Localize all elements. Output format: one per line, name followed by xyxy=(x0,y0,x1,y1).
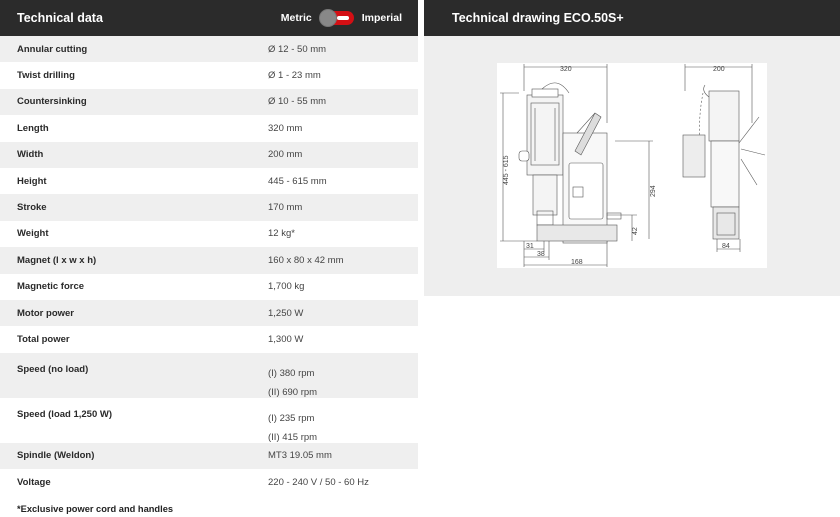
technical-data-header xyxy=(0,0,418,36)
spec-label: Magnet (l x w x h) xyxy=(17,254,97,266)
dim-magnet-height-label: 42 xyxy=(632,227,639,235)
dim-height-label: 445 - 615 xyxy=(503,155,510,185)
spec-row xyxy=(0,353,418,398)
spec-value-line: (I) 235 rpm xyxy=(268,412,315,424)
spec-row xyxy=(0,36,418,62)
dim-right-height-label: 294 xyxy=(650,185,657,197)
unit-toggle[interactable] xyxy=(320,11,354,25)
toggle-knob[interactable] xyxy=(319,9,337,27)
spec-value-line: (I) 380 rpm xyxy=(268,367,315,379)
spec-row xyxy=(0,326,418,352)
spec-row xyxy=(0,115,418,141)
spec-value: 12 kg* xyxy=(268,228,295,240)
technical-drawing xyxy=(497,63,767,268)
spec-label: Spindle (Weldon) xyxy=(17,450,95,462)
spec-label: Motor power xyxy=(17,307,74,319)
metric-label[interactable]: Metric xyxy=(280,12,312,24)
technical-drawing-title: Technical drawing ECO.50S+ xyxy=(452,11,624,25)
spec-row xyxy=(0,274,418,300)
technical-data-title: Technical data xyxy=(17,11,103,25)
spec-value: Ø 12 - 50 mm xyxy=(268,43,327,55)
spec-value: 200 mm xyxy=(268,149,303,161)
spec-row xyxy=(0,398,418,443)
spec-row xyxy=(0,469,418,495)
magnet-base xyxy=(537,225,617,241)
spec-value: 1,250 W xyxy=(268,307,304,319)
spec-label: Height xyxy=(17,175,47,187)
spec-label: Countersinking xyxy=(17,96,87,108)
spec-row xyxy=(0,300,418,326)
spec-value: 1,700 kg xyxy=(268,281,305,293)
spec-value: 160 x 80 x 42 mm xyxy=(268,254,344,266)
spec-label: Weight xyxy=(17,228,49,240)
imperial-label[interactable]: Imperial xyxy=(361,12,402,24)
spec-value: Ø 1 - 23 mm xyxy=(268,70,321,82)
technical-drawing-panel xyxy=(424,0,840,296)
spec-value-line: (II) 690 rpm xyxy=(268,386,318,398)
toggle-indicator xyxy=(337,16,349,20)
unit-switch xyxy=(281,11,402,25)
spec-value: 1,300 W xyxy=(268,333,304,345)
drawing-svg xyxy=(497,63,767,268)
spec-row xyxy=(0,62,418,88)
spec-value xyxy=(252,353,418,402)
dim-length-label: 320 xyxy=(560,66,572,73)
spec-label: Stroke xyxy=(17,202,47,214)
spec-label: Twist drilling xyxy=(17,70,75,82)
spec-value: 170 mm xyxy=(268,202,303,214)
spec-row xyxy=(0,194,418,220)
spec-label: Speed (load 1,250 W) xyxy=(17,408,113,420)
spec-row xyxy=(0,89,418,115)
dim-offset-b-label: 38 xyxy=(537,251,545,258)
spec-label: Length xyxy=(17,122,49,134)
spec-label: Width xyxy=(17,149,44,161)
spec-label: Speed (no load) xyxy=(17,363,89,375)
spec-value-line: (II) 415 rpm xyxy=(268,431,318,443)
spec-value: 320 mm xyxy=(268,122,303,134)
spec-label: Magnetic force xyxy=(17,281,85,293)
spec-value: 220 - 240 V / 50 - 60 Hz xyxy=(268,476,369,488)
spec-row xyxy=(0,221,418,247)
spec-value xyxy=(252,398,418,447)
spec-value: Ø 10 - 55 mm xyxy=(268,96,327,108)
spec-value: MT3 19.05 mm xyxy=(268,450,332,462)
motor-housing xyxy=(527,95,563,175)
spec-row xyxy=(0,142,418,168)
dim-base-label: 168 xyxy=(571,259,583,266)
dim-side-base-label: 84 xyxy=(722,243,730,250)
side-control-box xyxy=(683,135,705,177)
spec-value: 445 - 615 mm xyxy=(268,175,327,187)
technical-data-panel xyxy=(0,0,418,517)
footnote: *Exclusive power cord and handles xyxy=(17,504,174,515)
technical-drawing-header xyxy=(424,0,840,36)
dim-offset-a-label: 31 xyxy=(526,243,534,250)
spec-label: Voltage xyxy=(17,476,51,488)
spec-row xyxy=(0,168,418,194)
dim-width-label: 200 xyxy=(713,66,725,73)
side-motor-housing xyxy=(709,91,739,141)
spec-row xyxy=(0,247,418,273)
spec-table xyxy=(0,36,418,495)
spec-label: Annular cutting xyxy=(17,43,88,55)
spec-label: Total power xyxy=(17,333,70,345)
